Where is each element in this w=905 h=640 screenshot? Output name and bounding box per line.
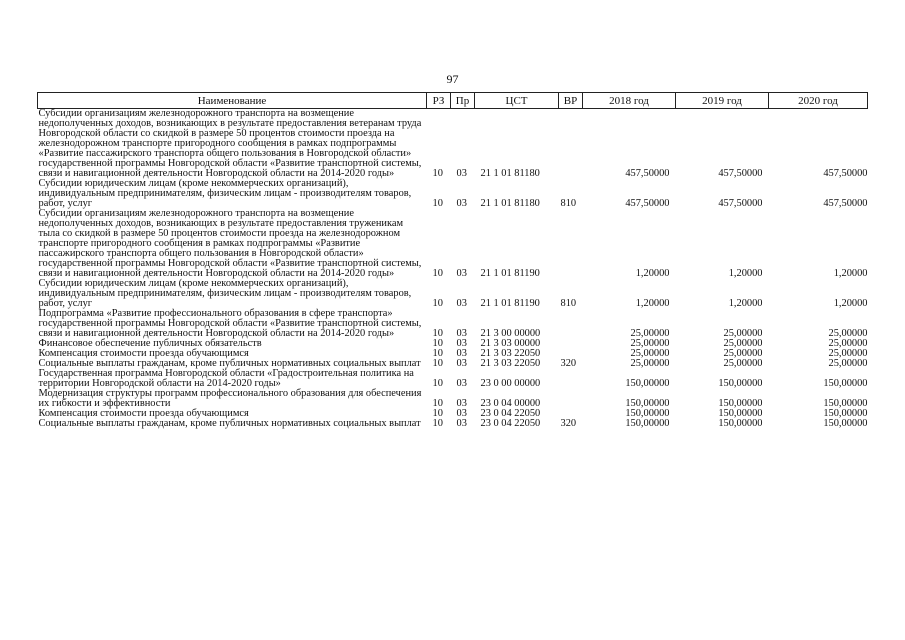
column-header-name: Наименование: [38, 93, 427, 109]
row-value-2019: 25,00000: [723, 338, 763, 349]
table-row: [38, 279, 868, 309]
row-value-2020: 150,00000: [823, 398, 868, 409]
row-cst: 23 0 04 00000: [480, 398, 541, 409]
column-header-2020: 2020 год: [769, 93, 868, 109]
row-value-2019: 150,00000: [718, 408, 763, 419]
row-rz: 10: [432, 398, 443, 409]
row-cst: 21 1 01 81190: [480, 298, 540, 309]
row-value-2019: 25,00000: [723, 358, 763, 369]
row-vr: [559, 389, 583, 409]
row-pr: 03: [456, 338, 467, 349]
row-rz: 10: [432, 268, 443, 279]
row-rz: 10: [432, 378, 443, 389]
row-value-2019: 457,50000: [718, 198, 763, 209]
row-value-2020: 1,20000: [833, 298, 868, 309]
row-vr: 320: [560, 358, 577, 369]
row-value-2018: 457,50000: [625, 168, 670, 179]
row-value-2020: 1,20000: [833, 268, 868, 279]
row-value-2018: 150,00000: [625, 378, 670, 389]
row-value-2020: 150,00000: [823, 408, 868, 419]
row-pr: 03: [456, 168, 467, 179]
column-header-cst: ЦСТ: [475, 93, 559, 109]
row-vr: [559, 109, 583, 180]
row-name: Подпрограмма «Развитие профессионального образования в сфере транспорта» государственной программы Новгородской области «Развитие транспортной системы, связи и навигационной деятельности Новгородской области на 2014-2020 годы»: [38, 308, 422, 339]
table-row: [38, 109, 868, 180]
row-value-2020: 25,00000: [828, 348, 868, 359]
row-value-2020: 25,00000: [828, 328, 868, 339]
row-name: Финансовое обеспечение публичных обязательств: [38, 338, 262, 349]
column-header-2019: 2019 год: [676, 93, 769, 109]
row-rz: 10: [432, 298, 443, 309]
row-cst: 21 1 01 81190: [480, 268, 540, 279]
column-header-pr: Пр: [451, 93, 475, 109]
row-pr: 03: [456, 348, 467, 359]
table-header-row: [38, 93, 868, 109]
row-name: Субсидии организациям железнодорожного транспорта на возмещение недополученных доходов, возникающих в результате предоставления ветеранам труда Новгородской области со скидкой в размере 50 процентов стоимости проезда на железнодорожном транспорте пригородного сообщения в рамках подпрограммы «Развитие пассажирского транспорта общего пользования в Новгородской области» государственной программы Новгородской области «Развитие транспортной системы, связи и навигационной деятельности Новгородской области на 2014-2020 годы»: [38, 108, 422, 179]
row-value-2018: 25,00000: [630, 358, 670, 369]
row-value-2019: 150,00000: [718, 378, 763, 389]
row-name: Субсидии юридическим лицам (кроме некоммерческих организаций), индивидуальным предпринимателям, физическим лицам - производителям товаров, работ, услуг: [38, 178, 412, 209]
row-pr: 03: [456, 398, 467, 409]
row-value-2018: 457,50000: [625, 198, 670, 209]
row-rz: 10: [432, 198, 443, 209]
row-rz: 10: [432, 168, 443, 179]
row-value-2019: 1,20000: [728, 298, 763, 309]
page-number: 97: [446, 72, 459, 86]
row-value-2020: 457,50000: [823, 198, 868, 209]
row-vr: [559, 369, 583, 389]
row-value-2020: 25,00000: [828, 358, 868, 369]
row-rz: 10: [432, 418, 443, 429]
row-name: Модернизация структуры программ профессионального образования для обеспечения их гибкости и эффективности: [38, 388, 422, 409]
row-name: Компенсация стоимости проезда обучающимся: [38, 348, 249, 359]
table-row: [38, 309, 868, 339]
row-rz: 10: [432, 328, 443, 339]
row-cst: 21 3 03 22050: [480, 358, 541, 369]
row-name: Государственная программа Новгородской области «Градостроительная политика на территории Новгородской области на 2014-2020 годы»: [38, 368, 414, 389]
row-value-2019: 25,00000: [723, 328, 763, 339]
row-cst: 23 0 00 00000: [480, 378, 541, 389]
row-name: Субсидии организациям железнодорожного транспорта на возмещение недополученных доходов, возникающих в результате предоставления труженикам тыла со скидкой в размере 50 процентов стоимости проезда на железнодорожном транспорте пригородного сообщения в рамках подпрограммы «Развитие пассажирского транспорта общего пользования в Новгородской области» государственной программы Новгородской области «Развитие транспортной системы, связи и навигационной деятельности Новгородской области на 2014-2020 годы»: [38, 208, 422, 279]
row-cst: 23 0 04 22050: [480, 408, 541, 419]
row-pr: 03: [456, 358, 467, 369]
row-value-2020: 25,00000: [828, 338, 868, 349]
row-rz: 10: [432, 348, 443, 359]
row-pr: 03: [456, 378, 467, 389]
table-row: [38, 389, 868, 409]
row-cst: 21 3 03 22050: [480, 348, 541, 359]
row-value-2020: 150,00000: [823, 418, 868, 429]
row-value-2018: 150,00000: [625, 398, 670, 409]
row-value-2018: 1,20000: [635, 298, 670, 309]
row-pr: 03: [456, 418, 467, 429]
row-pr: 03: [456, 198, 467, 209]
row-pr: 03: [456, 328, 467, 339]
row-value-2018: 150,00000: [625, 418, 670, 429]
row-pr: 03: [456, 408, 467, 419]
row-value-2019: 1,20000: [728, 268, 763, 279]
row-value-2019: 150,00000: [718, 418, 763, 429]
table-row: [38, 369, 868, 389]
row-rz: 10: [432, 338, 443, 349]
row-value-2018: 25,00000: [630, 328, 670, 339]
column-header-rz: РЗ: [427, 93, 451, 109]
column-header-2018: 2018 год: [583, 93, 676, 109]
row-value-2019: 150,00000: [718, 398, 763, 409]
row-vr: 810: [560, 198, 577, 209]
row-name: Социальные выплаты гражданам, кроме публичных нормативных социальных выплат: [38, 358, 421, 369]
row-name: Социальные выплаты гражданам, кроме публичных нормативных социальных выплат: [38, 418, 421, 429]
row-value-2018: 25,00000: [630, 348, 670, 359]
row-pr: 03: [456, 268, 467, 279]
row-vr: [559, 309, 583, 339]
row-vr: 810: [560, 298, 577, 309]
row-pr: 03: [456, 298, 467, 309]
table-row: [38, 209, 868, 279]
column-header-vr: ВР: [559, 93, 583, 109]
row-name: Субсидии юридическим лицам (кроме некоммерческих организаций), индивидуальным предпринимателям, физическим лицам - производителям товаров, работ, услуг: [38, 278, 412, 309]
row-cst: 23 0 04 22050: [480, 418, 541, 429]
row-value-2018: 25,00000: [630, 338, 670, 349]
row-cst: 21 3 03 00000: [480, 338, 541, 349]
row-rz: 10: [432, 358, 443, 369]
table-row: [38, 419, 868, 429]
row-value-2019: 457,50000: [718, 168, 763, 179]
row-value-2018: 1,20000: [635, 268, 670, 279]
table-row: [38, 179, 868, 209]
row-value-2020: 150,00000: [823, 378, 868, 389]
row-cst: 21 3 00 00000: [480, 328, 541, 339]
row-name: Компенсация стоимости проезда обучающимся: [38, 408, 249, 419]
row-cst: 21 1 01 81180: [480, 198, 540, 209]
row-value-2020: 457,50000: [823, 168, 868, 179]
row-value-2018: 150,00000: [625, 408, 670, 419]
table-body: [38, 109, 868, 430]
row-cst: 21 1 01 81180: [480, 168, 540, 179]
row-rz: 10: [432, 408, 443, 419]
budget-table: [37, 92, 868, 429]
row-vr: 320: [560, 418, 577, 429]
row-vr: [559, 339, 583, 349]
row-vr: [559, 209, 583, 279]
row-value-2019: 25,00000: [723, 348, 763, 359]
